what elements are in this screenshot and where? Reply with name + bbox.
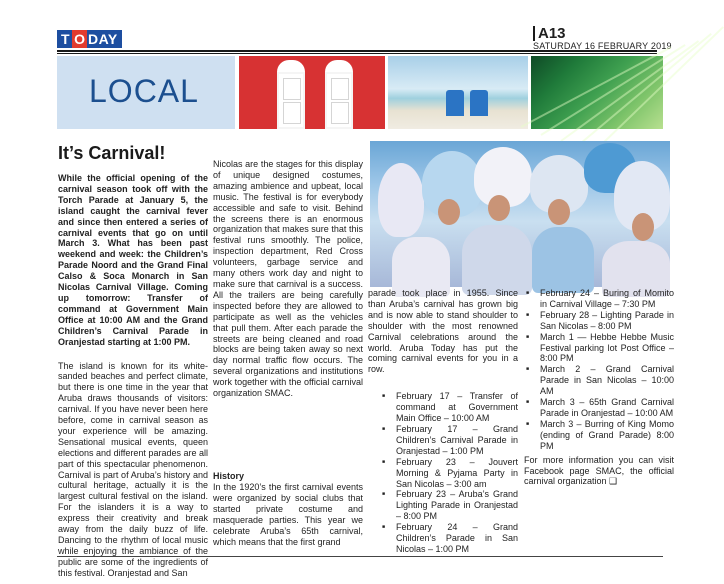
event-item: ■ February 24 – Grand Children’s Parade in San Nicolas – 1:00 PM — [380, 522, 518, 555]
event-item: ■ February 23 – Jouvert Morning & Pyjama Party in San Nicolas – 3:00 am — [380, 457, 518, 490]
article-body-continued — [213, 159, 363, 465]
aruba-today-logo — [57, 30, 122, 48]
feather-headdress — [378, 163, 424, 237]
door-arch-right — [325, 60, 353, 72]
section-title: LOCAL — [89, 73, 199, 109]
event-item: ■ March 2 – Grand Carnival Parade in San Nicolas – 10:00 AM — [524, 364, 674, 397]
logo-letter-o: O — [74, 31, 85, 47]
article-headline: It’s Carnival! — [58, 143, 166, 163]
dancer-costume — [532, 227, 594, 293]
beach-chair-left — [446, 90, 464, 116]
door-right — [325, 72, 353, 129]
banner-image-palm-leaf — [531, 56, 663, 129]
article-column-1 — [58, 173, 208, 584]
article-column-2 — [213, 159, 363, 547]
article-lead: While the official opening of the carnival season took off with the Torch Parade at January 5, the island caught the carnival fever and since then entered a series of carnival events that go on until March 3. What has been past weekend and week: the Children’s Parade Noord and the Grand Final Calso & Soca Monarch in San Nicolas Carnival Village. Coming up tomorrow: Transfer of command at Government Main Office at 10:00 AM and the Grand Children’s Carnival Parade in Oranjestad starting at 1:00 PM. — [58, 173, 208, 347]
event-item: ■ March 3 – 65th Grand Carnival Parade in Oranjestad – 10:00 AM — [524, 397, 674, 419]
history-text: In the 1920’s the first carnival events were organized by social clubs that started private costume and masquerade parties. This year we celebrate Aruba’s 65th carnival, which means that the first grand — [213, 482, 363, 547]
event-item: ■ February 24 – Buring of Momito in Carnival Village – 7:30 PM — [524, 288, 674, 310]
carnival-events-list — [368, 391, 518, 555]
footer-rule — [57, 556, 663, 557]
history-paragraph — [213, 482, 363, 547]
logo-letter-t: T — [57, 30, 72, 48]
section-label-panel — [57, 56, 235, 129]
article-body-continuation-text: Nicolas are the stages for this display of unique designed costumes, amazing ambience and upbeat, local music. The festival is for everybody accessible and safe to visit. Behind the screens there is an enormous organization that makes sure that this festival runs smoothly. The police, inspection department, Red Cross volunteers, garbage service and many others work day and night to make sure that carnival is a success. All the trailers are being carefully inspected before they are allowed to participate as well as the vehicles that pull them. After each parade the streets are being cleaned and road blocks are being taken away so next day normal traffic flow occurs. The several organizations and institutions work together with the official carnival organization SMAC. — [213, 159, 363, 399]
event-item: ■ February 17 – Transfer of command at Government Main Office – 10:00 AM — [380, 391, 518, 424]
section-banner — [57, 56, 663, 129]
banner-image-doors — [239, 56, 385, 129]
page-number: A13 — [533, 26, 566, 41]
carnival-dancers-photo — [370, 141, 670, 287]
history-heading: History — [213, 471, 245, 481]
dancer-face — [632, 213, 654, 241]
issue-date: SATURDAY 16 FEBRUARY 2019 — [533, 41, 672, 51]
door-left — [277, 72, 305, 129]
event-item: ■ March 1 — Hebbe Hebbe Music Festival parking lot Post Office – 8:00 PM — [524, 332, 674, 365]
dancer-face — [438, 199, 460, 225]
beach-chair-right — [470, 90, 488, 116]
history-continued: parade took place in 1955. Since than Aruba’s carnival has grown big and is now able to stand shoulder to shoulder with the most renowned Carnival celebrations around the world. Aruba Today has put the coming carnival events for you in a row. — [368, 288, 518, 375]
carnival-events-list-continued — [524, 288, 674, 452]
event-item: ■ February 28 – Lighting Parade in San Nicolas – 8:00 PM — [524, 310, 674, 332]
leaf-vein — [540, 44, 685, 136]
article-body-paragraph: The island is known for its white-sanded beaches and perfect climate, but there is one time in the year that Aruba draws thousands of visitors: carnival. If you have never been here before, come in carnival season as your experience will be amazing. Sensational musical events, queen elections and different parades are all part of this spectacular phenomenon. Carnival is part of Aruba’s history and cultural heritage, actually it is the largest cultural festival on the island. For the islanders it is a way to express their creativity and break away from the daily buzz of life. Dancing to the rhythm of local music while enjoying the ambiance of the public are some of the ingredients of this festival. Oranjestad and San — [58, 360, 208, 578]
dancer-face — [548, 199, 570, 225]
banner-image-beach — [388, 56, 528, 129]
article-column-3 — [368, 288, 518, 555]
closing-paragraph: For more information you can visit Facebook page SMAC, the official carnival organization ❑ — [524, 454, 674, 487]
door-arch-left — [277, 60, 305, 72]
leaf-vein — [560, 40, 699, 142]
dancer-face — [488, 195, 510, 221]
event-item: ■ March 3 – Burring of King Momo (ending of Grand Parade) 8:00 PM — [524, 419, 674, 452]
event-item: ■ February 23 – Aruba’s Grand Lighting Parade in Oranjestad – 8:00 PM — [380, 489, 518, 522]
logo-word-day: DAY — [87, 30, 122, 48]
event-item: ■ February 17 – Grand Children’s Carnival Parade in Oranjestad – 1:00 PM — [380, 424, 518, 457]
header-rule-thin — [57, 53, 657, 54]
article-column-4 — [524, 288, 674, 487]
dancer-costume — [462, 225, 532, 295]
